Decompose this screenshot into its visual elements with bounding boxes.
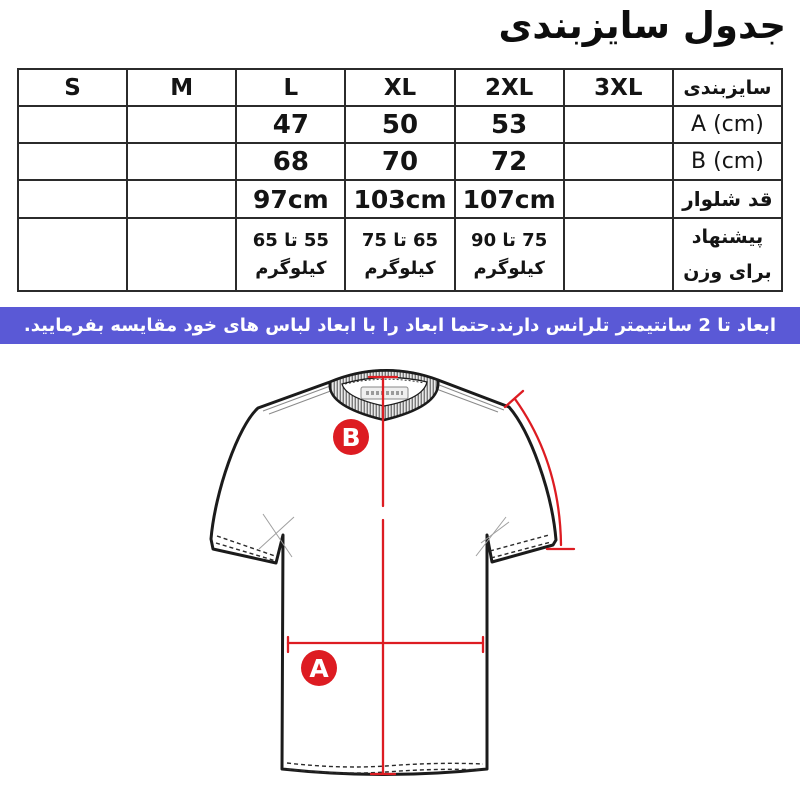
size-column-header: سایزبندی [673,69,782,106]
size-cell [127,180,236,218]
size-cell: 97cm [236,180,345,218]
size-table [17,68,783,292]
table-row-length [18,180,782,218]
tolerance-note-text: ابعاد تا 2 سانتیمتر تلرانس دارند.حتما ابعاد را با ابعاد لباس های خود مقایسه بفرمایید. [23,315,777,336]
size-cell: 55 تا 65 کیلوگرم [236,218,345,291]
size-column-header: XL [345,69,454,106]
size-cell [18,218,127,291]
row-label: قد شلوار [673,180,782,218]
table-row-a [18,106,782,143]
size-cell: 47 [236,106,345,143]
label-a-badge [301,650,337,686]
row-label: پیشنهاد برای وزن [673,218,782,291]
table-row-b [18,143,782,180]
page-title: جدول سایزبندی [498,4,786,47]
size-cell [564,218,673,291]
size-cell [127,218,236,291]
label-b-badge [333,419,369,455]
size-column-header: M [127,69,236,106]
size-cell: 53 [455,106,564,143]
row-label: B (cm) [673,143,782,180]
size-cell: 68 [236,143,345,180]
size-column-header: 3XL [564,69,673,106]
table-row-weight [18,218,782,291]
size-cell [18,180,127,218]
size-cell: 65 تا 75 کیلوگرم [345,218,454,291]
label-a: A [309,654,329,683]
size-cell: 72 [455,143,564,180]
size-cell: 107cm [455,180,564,218]
table-header-row [18,69,782,106]
row-label: A (cm) [673,106,782,143]
size-cell [564,143,673,180]
size-cell: 70 [345,143,454,180]
size-cell [127,143,236,180]
size-cell [564,180,673,218]
size-cell: 103cm [345,180,454,218]
size-column-header: L [236,69,345,106]
tshirt-size-diagram [0,350,800,800]
collar-tag [361,387,408,399]
size-cell: 50 [345,106,454,143]
size-column-header: S [18,69,127,106]
size-cell [18,106,127,143]
tolerance-banner [0,307,800,344]
size-cell [18,143,127,180]
size-column-header: 2XL [455,69,564,106]
size-cell: 75 تا 90 کیلوگرم [455,218,564,291]
label-b: B [341,423,361,452]
size-cell [127,106,236,143]
size-cell [564,106,673,143]
